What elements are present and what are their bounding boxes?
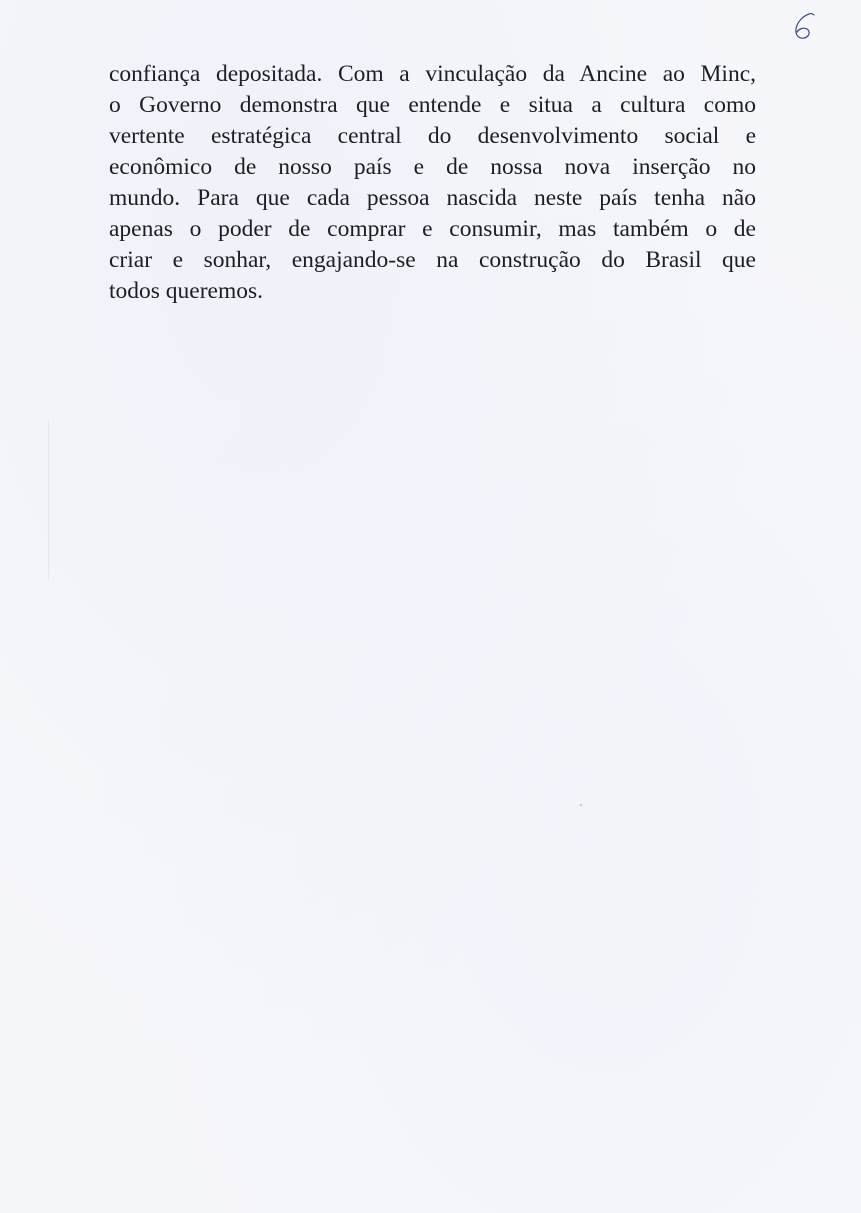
paragraph-line: criar e sonhar, engajando-se na construção do Brasil que xyxy=(109,247,756,273)
paragraph-line: todos queremos. xyxy=(109,278,264,304)
handwritten-page-number xyxy=(789,10,819,44)
paragraph-line: o Governo demonstra que entende e situa a cultura como xyxy=(109,92,756,118)
paragraph-line: vertente estratégica central do desenvolvimento social e xyxy=(109,123,756,149)
scan-speck xyxy=(580,804,582,806)
paragraph-line: confiança depositada. Com a vinculação da Ancine ao Minc, xyxy=(109,61,756,87)
scan-margin-mark xyxy=(48,420,49,580)
paragraph-line: mundo. Para que cada pessoa nascida neste país tenha não xyxy=(109,185,756,211)
paragraph-line: econômico de nosso país e de nossa nova inserção no xyxy=(109,154,756,180)
paragraph-line: apenas o poder de comprar e consumir, mas também o de xyxy=(109,216,756,242)
body-paragraph xyxy=(109,59,756,307)
